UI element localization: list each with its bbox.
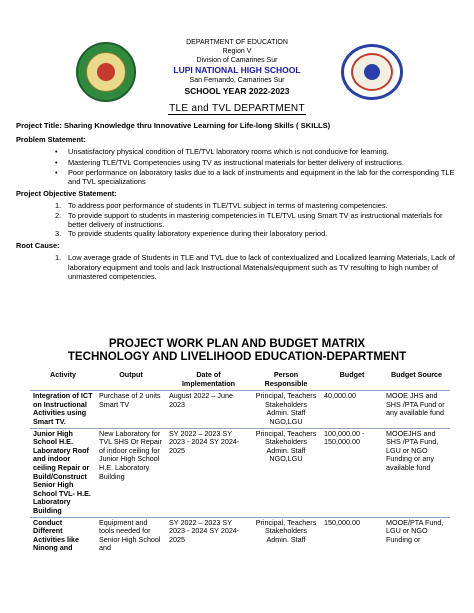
problem-statement-list — [55, 147, 461, 186]
school-name: LUPI NATIONAL HIGH SCHOOL — [173, 65, 301, 75]
project-proposal-body — [16, 121, 461, 281]
table-row — [30, 428, 450, 517]
list-item: • Unsatisfactory physical condition of TLE/TVL laboratory rooms which is not conducive for learning. — [55, 147, 461, 156]
header-source: Budget Source — [390, 370, 443, 379]
cell-activity: Integration of ICT on Instructional Activities using Smart TV. — [30, 391, 96, 428]
cell-output: Equipment and tools needed for Senior High School and — [96, 517, 166, 554]
header-person: Person Responsible — [264, 370, 308, 388]
cell-person: Principal, Teachers Stakeholders Admin. Staff NGO,LGU — [251, 428, 321, 517]
header-date: Date of Implementation — [181, 370, 236, 388]
root-cause-heading: Root Cause: — [16, 241, 60, 251]
matrix-title-line: TECHNOLOGY AND LIVELIHOOD EDUCATION-DEPARTMENT — [67, 350, 407, 363]
cell-budget: 40,000.00 — [321, 391, 383, 428]
department-title-text: TLE and TVL DEPARTMENT — [169, 103, 305, 114]
list-item — [55, 201, 461, 210]
list-number: 1. — [55, 253, 62, 263]
department-name: DEPARTMENT OF EDUCATION — [186, 39, 288, 46]
list-item: • Poor performance on laboratory tasks due to a lack of instruments and equipment in the lab for the corresponding TLE and TVL specializations — [55, 168, 461, 186]
objective-list — [55, 201, 461, 238]
list-item — [55, 211, 461, 229]
list-number: 3. — [55, 229, 62, 239]
root-cause-list — [55, 253, 461, 281]
cell-source: MOOE JHS and SHS /PTA Fund or any available fund — [383, 391, 450, 428]
list-item — [55, 229, 461, 238]
table-header-row — [30, 370, 450, 391]
table-row — [30, 517, 450, 554]
problem-statement-heading: Problem Statement: — [16, 135, 86, 145]
cell-activity: Junior High School H.E. Laboratory Roof and indoor ceiling Repair or Build/Construct Senior High School TVL- H.E. Laboratory Building — [30, 428, 96, 517]
cell-person: Principal, Teachers Stakeholders Admin. Staff NGO,LGU — [251, 391, 321, 428]
cell-budget: 100,000.00 - 150,000.00 — [321, 428, 383, 517]
list-text: To provide support to students in mastering competencies in TLE/TVL using Smart TV as instructional materials for better delivery of instructions. — [68, 210, 443, 229]
table-row — [30, 391, 450, 428]
letterhead — [0, 38, 474, 97]
cell-activity: Conduct Different Activities like Ninong and — [30, 517, 96, 554]
cell-person: Principal, Teachers Stakeholders Admin. Staff — [251, 517, 321, 554]
cell-output: Purchase of 2 units Smart TV — [96, 391, 166, 428]
region-name: Region V — [222, 48, 252, 55]
header-budget: Budget — [339, 370, 365, 379]
department-title — [0, 103, 474, 114]
list-item: • Mastering TLE/TVL Competencies using TV as instructional materials for better delivery of instructions. — [55, 158, 461, 167]
list-text: To provide students quality laboratory experience during their laboratory period. — [68, 229, 328, 239]
list-item — [55, 253, 461, 281]
project-title: Project Title: Sharing Knowledge thru Innovative Learning for Life-long Skills ( SKILLS) — [16, 121, 331, 130]
cell-source: MOOEJHS and SHS /PTA Fund, LGU or NGO Funding or any available fund — [383, 428, 450, 517]
objective-heading: Project Objective Statement: — [16, 189, 117, 199]
cell-source: MOOE/PTA Fund, LGU or NGO Funding or — [383, 517, 450, 554]
cell-output: New Laboratory for TVL SHS Or Repair of indoor ceiling for Junior High School H.E. Laboratory Building — [96, 428, 166, 517]
header-output: Output — [119, 370, 143, 379]
cell-date: SY 2022 – 2023 SY 2023 - 2024 SY 2024- 2025 — [166, 428, 251, 517]
cell-date: SY 2022 – 2023 SY 2023 - 2024 SY 2024- 2025 — [166, 517, 251, 554]
school-address: San Fernando, Camarines Sur — [189, 77, 285, 84]
cell-date: August 2022 – June 2023 — [166, 391, 251, 428]
matrix-title — [0, 337, 474, 363]
list-number: 1. — [55, 201, 62, 211]
header-activity: Activity — [50, 370, 76, 379]
matrix-title-line: PROJECT WORK PLAN AND BUDGET MATRIX — [108, 337, 366, 350]
work-plan-table — [30, 370, 450, 554]
list-text: Low average grade of Students in TLE and TVL due to lack of contextualized and Localized learning Materials, Lack of laboratory equipment and tools and lack Instructional Materials/equipment such as TV resulting to high number of unmastered competencies. — [68, 253, 455, 281]
cell-budget: 150,000.00 — [321, 517, 383, 554]
school-year: SCHOOL YEAR 2022-2023 — [184, 86, 290, 96]
list-number: 2. — [55, 210, 62, 220]
division-name: Division of Camarines Sur — [196, 57, 278, 64]
list-text: To address poor performance of students in TLE/TVL subject in terms of mastering competencies. — [68, 201, 388, 211]
